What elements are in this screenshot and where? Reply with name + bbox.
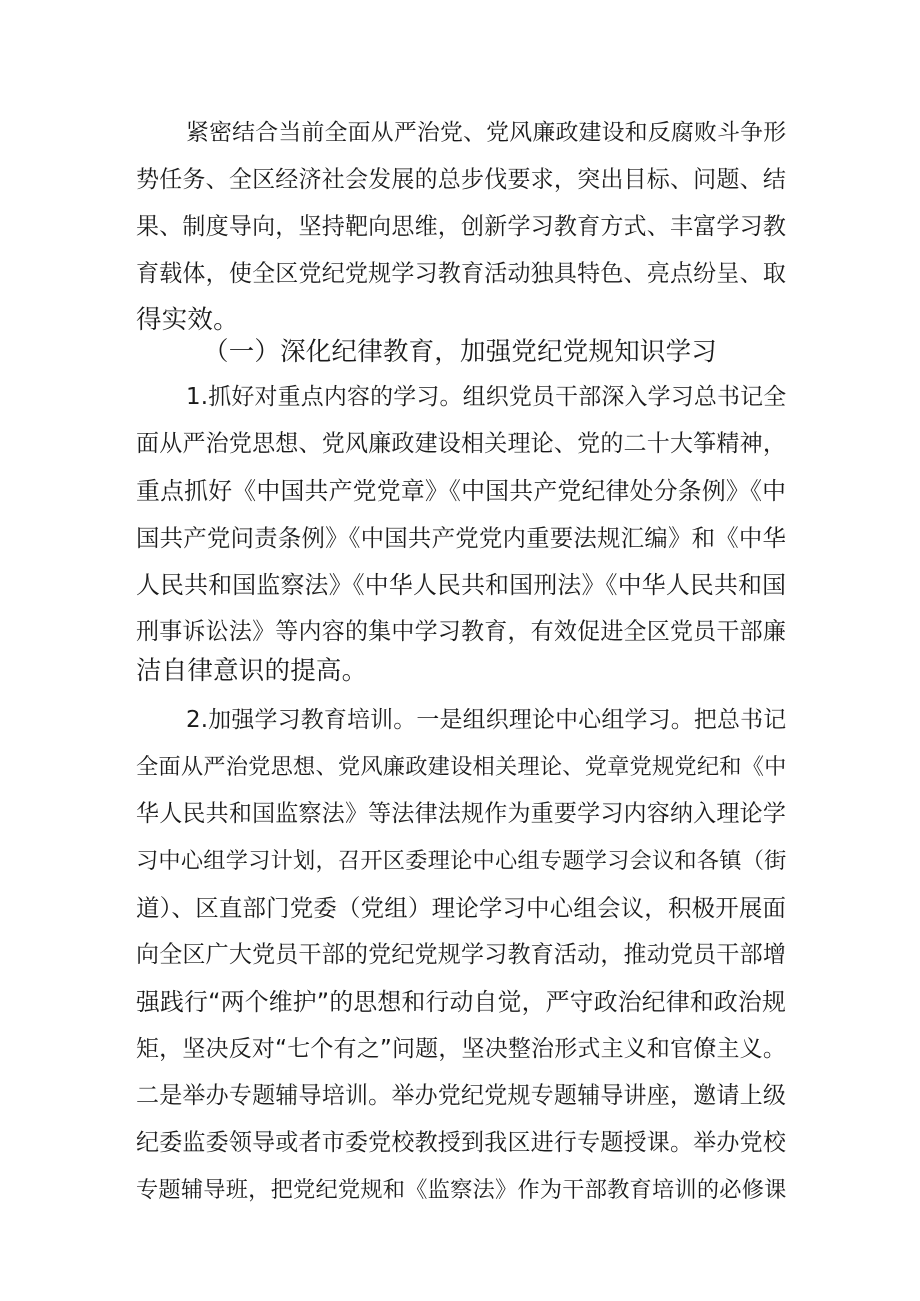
- paragraph-line: 道）、区直部门党委（党组）理论学习中心组会议，积极开展面: [136, 894, 787, 922]
- paragraph-line: 刑事诉讼法》等内容的集中学习教育，有效促进全区党员干部廉: [136, 619, 787, 645]
- paragraph-line: 二是举办专题辅导培训。举办党纪党规专题辅导讲座，邀请上级: [136, 1083, 787, 1109]
- paragraph-line: 面从严治党思想、党风廉政建设相关理论、党的二十大筝精神，: [136, 431, 787, 457]
- paragraph-line: 国共产党问责条例》《中国共产党党内重要法规汇编》和《中华: [136, 524, 787, 552]
- paragraph-line: 得实效。: [136, 305, 239, 335]
- paragraph-line: 2.加强学习教育培训。一是组织理论中心组学习。把总书记: [186, 707, 787, 733]
- paragraph-line: 人民共和国监察法》《中华人民共和国刑法》《中华人民共和国: [136, 571, 787, 599]
- paragraph-line: 华人民共和国监察法》等法律法规作为重要学习内容纳入理论学: [136, 801, 787, 827]
- paragraph-line: 向全区广大党员干部的党纪党规学习教育活动，推动党员干部增: [136, 942, 787, 968]
- paragraph-line: 全面从严治党思想、党风廉政建设相关理论、党章党规党纪和《中: [136, 754, 787, 780]
- paragraph-line: 势任务、全区经济社会发展的总步伐要求，突出目标、问题、结: [136, 167, 787, 193]
- paragraph-line: 矩，坚决反对“七个有之”问题，坚决整治形式主义和官僚主义。: [136, 1036, 786, 1062]
- paragraph-line: 洁自律意识的提高。: [136, 656, 368, 686]
- paragraph-line: 专题辅导班，把党纪党规和《监察法》作为干部教育培训的必修课: [136, 1177, 787, 1203]
- paragraph-line: 紧密结合当前全面从严治党、党风廉政建设和反腐败斗争形: [186, 120, 787, 146]
- paragraph-line: 果、制度导向，坚持靶向思维，创新学习教育方式、丰富学习教: [136, 214, 787, 240]
- paragraph-line: 1.抓好对重点内容的学习。组织党员干部深入学习总书记全: [186, 384, 787, 410]
- paragraph-line: 重点抓好《中国共产党党章》《中国共产党纪律处分条例》《中: [136, 477, 787, 505]
- paragraph-line: 纪委监委领导或者市委党校教授到我区进行专题授课。举办党校: [136, 1130, 787, 1156]
- section-heading: （一）深化纪律教育，加强党纪党规知识学习: [203, 337, 718, 367]
- paragraph-line: 习中心组学习计划，召开区委理论中心组专题学习会议和各镇（街: [136, 848, 787, 874]
- paragraph-line: 育载体，使全区党纪党规学习教育活动独具特色、亮点纷呈、取: [136, 261, 787, 287]
- paragraph-line: 强践行“两个维护”的思想和行动自觉，严守政治纪律和政治规: [136, 988, 786, 1016]
